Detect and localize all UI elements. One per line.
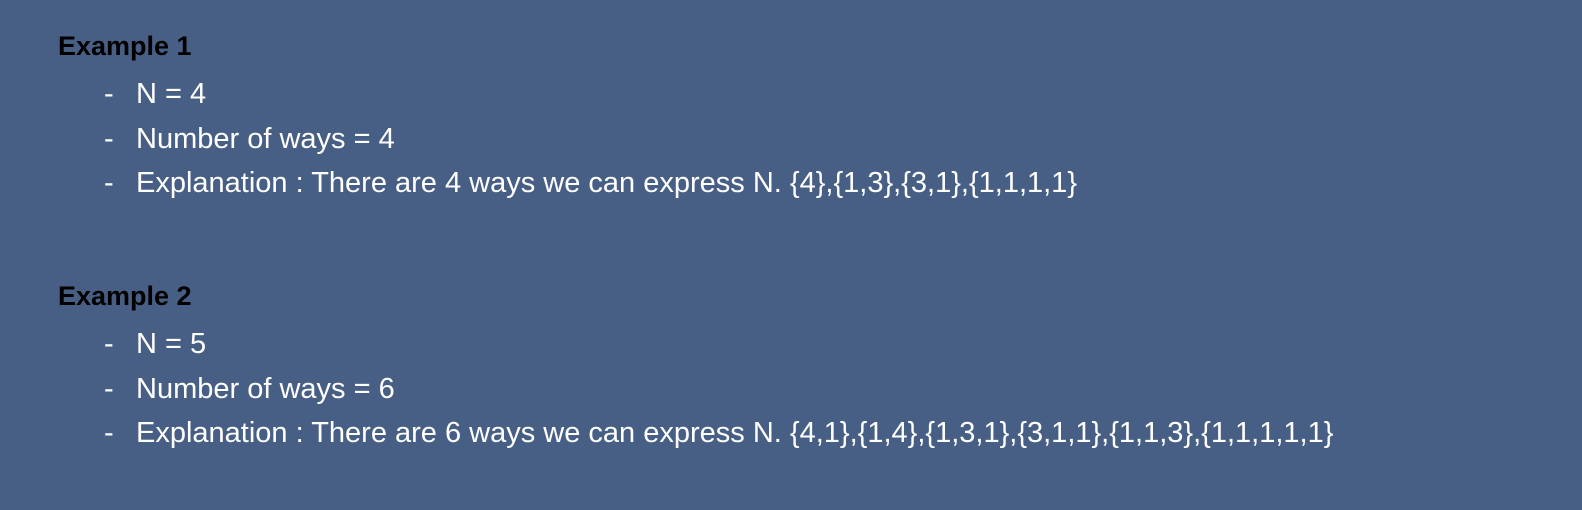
list-item-text: N = 5 [136,328,207,360]
list-item [58,411,1333,456]
list-item-text: Explanation : There are 6 ways we can express N. {4,1},{1,4},{1,3,1},{3,1,1},{1,1,3},{1,1,1,1,1} [136,417,1334,449]
example-2-list [58,322,1333,456]
list-item [58,367,1333,412]
example-2-title: Example 2 [58,281,192,311]
list-item-text: Number of ways = 4 [136,122,395,155]
example-2 [58,276,1333,456]
dash-bullet: - [104,78,114,110]
dash-bullet: - [104,328,114,360]
list-item-text: Explanation : There are 4 ways we can express N. {4},{1,3},{3,1},{1,1,1,1} [136,167,1077,199]
list-item [58,161,1077,206]
list-item-text: Number of ways = 6 [136,372,395,405]
dash-bullet: - [104,417,114,449]
dash-bullet: - [104,372,114,405]
list-item-text: N = 4 [136,78,207,110]
example-1 [58,26,1077,206]
list-item [58,322,1333,367]
list-item [58,72,1077,117]
dash-bullet: - [104,167,114,199]
example-1-list [58,72,1077,206]
example-1-title: Example 1 [58,31,192,61]
dash-bullet: - [104,122,114,155]
list-item [58,117,1077,162]
